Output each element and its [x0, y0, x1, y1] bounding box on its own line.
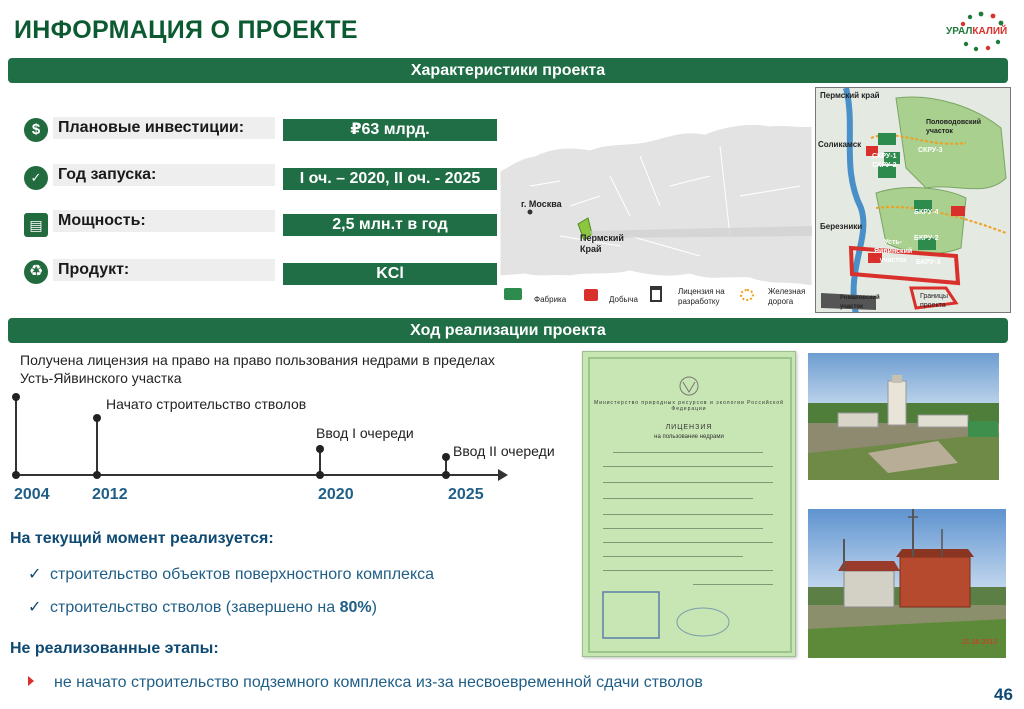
skru3-label: СКРУ-3 — [918, 147, 943, 154]
license-line — [603, 542, 773, 543]
timeline-event-2012: Начато строительство стволов — [106, 396, 307, 412]
arrow-bullet-icon — [28, 676, 34, 686]
photo-timestamp: 21.08.2013 — [962, 639, 998, 646]
page-number: 46 — [994, 685, 1013, 704]
license-line — [613, 452, 763, 453]
moscow-label: г. Москва — [521, 199, 562, 209]
substation-photo — [808, 509, 1006, 658]
polovodovsky-label: Половодовский участок — [926, 119, 982, 135]
skru2-label: СКРУ-2 — [872, 162, 897, 169]
timeline-event-2004: Получена лицензия на право на право пользования недрами в пределах Усть-Яйвинского участка — [20, 352, 495, 386]
progress-header: Ход реализации проекта — [8, 318, 1008, 343]
current-item-1: ✓ строительство объектов поверхностного комплекса — [28, 566, 435, 583]
mining-legend-label: Добыча — [609, 295, 638, 304]
borders-legend-label: Границы проекта — [920, 293, 948, 309]
ust-yayvinsky-label: Усть- Яйвинский участок — [874, 239, 913, 264]
bkru2-label: БКРУ-2 — [914, 235, 939, 242]
current-item-2: ✓ строительство стволов (завершено на 80%) — [28, 599, 377, 616]
page-title: ИНФОРМАЦИЯ О ПРОЕКТЕ — [14, 16, 358, 44]
logo-text: УРАЛКАЛИЙ — [946, 26, 1008, 37]
license-line — [603, 570, 773, 571]
product-value: KCl — [283, 263, 497, 285]
skru1-label: СКРУ-1 — [872, 153, 897, 160]
timeline-event-2020: Ввод I очереди — [316, 425, 414, 441]
license-line — [603, 482, 773, 483]
factory-legend-label: Фабрика — [534, 295, 567, 304]
investment-value: ₽63 млрд. — [283, 119, 497, 141]
license-line — [693, 584, 773, 585]
license-title: ЛИЦЕНЗИЯ — [665, 424, 713, 431]
capacity-value: 2,5 млн.т в год — [283, 214, 497, 236]
timeline-year-2025: 2025 — [448, 486, 484, 503]
timeline-year-2020: 2020 — [318, 486, 354, 503]
unrealized-item-1: не начато строительство подземного комплекса из-за несвоевременной сдачи стволов — [28, 674, 703, 692]
check-icon: ✓ — [28, 566, 42, 583]
current-heading: На текущий момент реализуется: — [10, 530, 274, 547]
uralkali-logo — [946, 8, 1016, 56]
construction-site-image — [808, 353, 999, 480]
solikamsk-label: Соликамск — [818, 140, 862, 149]
substation-image — [808, 509, 1006, 658]
license-legend-icon — [650, 286, 662, 302]
license-subtitle: на пользование недрами — [654, 434, 724, 440]
railway-legend-label: Железная дорога — [768, 287, 806, 306]
bkru4-label: БКРУ-4 — [914, 209, 939, 216]
product-label: Продукт: — [53, 259, 275, 281]
money-stack-icon: ▤ — [24, 213, 48, 237]
railway-legend-icon — [740, 289, 754, 301]
license-line — [603, 466, 773, 467]
inset-region-label: Пермский край — [820, 91, 880, 100]
berezniki-label: Березники — [820, 222, 863, 231]
romanovsky-legend-label: Романовский участок — [840, 295, 880, 310]
timeline-year-2012: 2012 — [92, 486, 128, 503]
factory-legend-icon — [504, 288, 522, 300]
russia-map — [500, 86, 812, 312]
check-icon: ✓ — [28, 599, 42, 616]
timeline — [0, 345, 580, 515]
timeline-year-2004: 2004 — [14, 486, 50, 503]
license-line — [603, 556, 743, 557]
dollar-icon: $ — [24, 118, 48, 142]
license-line — [603, 514, 773, 515]
perm-region-label: Пермский Край — [580, 233, 624, 254]
inset-map-shape — [816, 88, 1011, 313]
launch-year-value: I оч. – 2020, II оч. - 2025 — [283, 168, 497, 190]
unrealized-heading: Не реализованные этапы: — [10, 640, 219, 657]
license-document-image — [582, 351, 796, 657]
investment-label: Плановые инвестиции: — [53, 117, 275, 139]
license-pattern — [583, 352, 796, 657]
license-line — [603, 528, 763, 529]
bkru3-label: БКРУ-3 — [916, 259, 941, 266]
capacity-label: Мощность: — [53, 210, 275, 232]
license-ministry: Министерство природных ресурсов и экологии Российской Федерации — [594, 400, 784, 412]
license-legend-label: Лицензия на разработку — [678, 287, 725, 306]
characteristics-header: Характеристики проекта — [8, 58, 1008, 83]
construction-site-photo — [808, 353, 999, 480]
mining-legend-icon — [584, 289, 598, 301]
license-line — [603, 498, 753, 499]
recycle-icon: ♻ — [24, 260, 48, 284]
clock-check-icon: ✓ — [24, 166, 48, 190]
perm-inset-map — [815, 87, 1011, 313]
launch-year-label: Год запуска: — [53, 164, 275, 186]
timeline-event-2025: Ввод II очереди — [453, 443, 555, 459]
